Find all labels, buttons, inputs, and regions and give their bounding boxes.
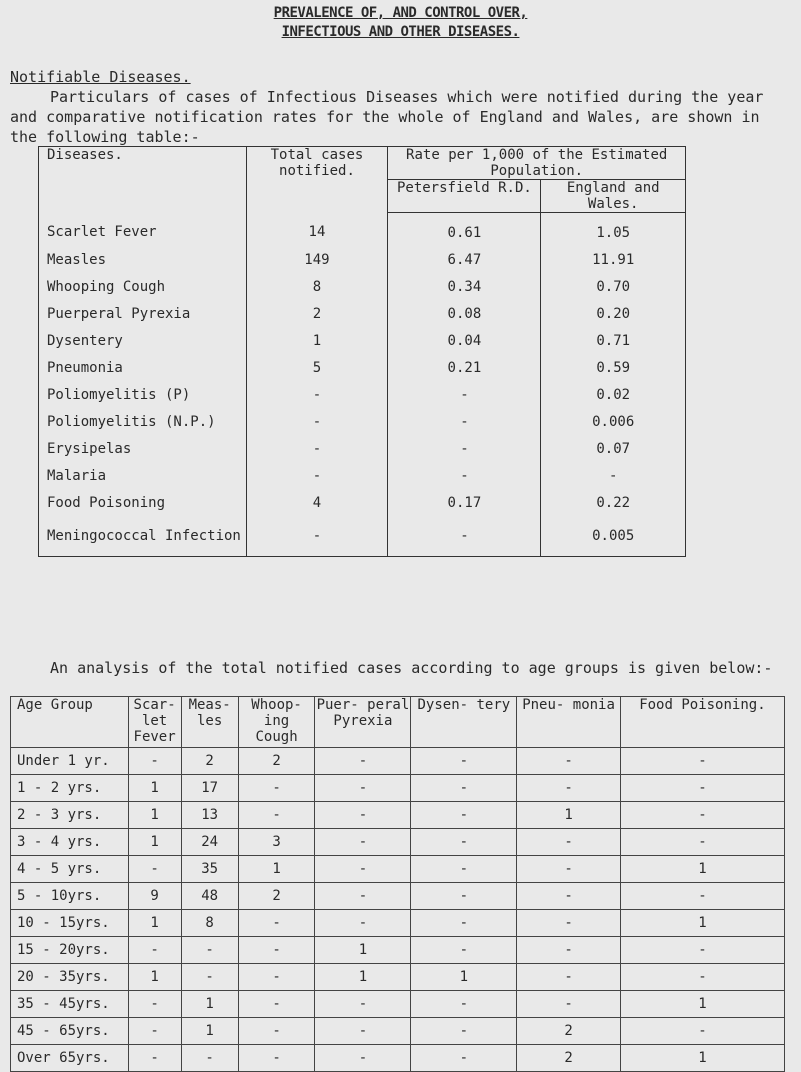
age-header-2: Meas- les (181, 697, 238, 748)
age-cell: 5 - 10yrs. (11, 883, 129, 910)
table-row (39, 327, 686, 354)
table-row (39, 381, 686, 408)
age-cell: 1 (128, 910, 181, 937)
age-cell: 1 (411, 964, 517, 991)
cell-pet: - (388, 381, 541, 408)
age-cell: 1 (620, 991, 784, 1018)
age-cell: - (517, 991, 621, 1018)
age-header-0: Age Group (11, 697, 129, 748)
page-heading-line2: INFECTIOUS AND OTHER DISEASES. (281, 24, 520, 40)
age-cell: - (315, 910, 411, 937)
cell-pet: 0.08 (388, 300, 541, 327)
header-england: England and Wales. (541, 180, 686, 213)
age-cell: - (411, 1018, 517, 1045)
age-cell: - (128, 937, 181, 964)
table-row (11, 856, 785, 883)
age-cell: - (238, 910, 315, 937)
age-cell: 1 - 2 yrs. (11, 775, 129, 802)
age-cell: - (315, 802, 411, 829)
age-cell: - (411, 748, 517, 775)
table-row (11, 937, 785, 964)
cell-eng: 0.59 (541, 354, 686, 381)
age-cell: - (411, 883, 517, 910)
cell-pet: 0.61 (388, 213, 541, 247)
cell-disease: Malaria (39, 462, 247, 489)
cell-pet: - (388, 408, 541, 435)
age-cell: - (620, 829, 784, 856)
table-row (11, 775, 785, 802)
page-heading-line1: PREVALENCE OF, AND CONTROL OVER, (273, 5, 528, 21)
age-cell: - (128, 856, 181, 883)
analysis-text: An analysis of the total notified cases according to age groups is given below:- (50, 659, 773, 677)
cell-eng: 11.91 (541, 246, 686, 273)
table-row (39, 408, 686, 435)
cell-disease: Measles (39, 246, 247, 273)
age-cell: - (620, 937, 784, 964)
age-cell: - (238, 1045, 315, 1072)
age-cell: 45 - 65yrs. (11, 1018, 129, 1045)
age-cell: 1 (181, 1018, 238, 1045)
age-cell: 2 (517, 1045, 621, 1072)
table-row (39, 462, 686, 489)
cell-disease: Food Poisoning (39, 489, 247, 516)
table-row (11, 1045, 785, 1072)
age-header-1: Scar- let Fever (128, 697, 181, 748)
cell-eng: 1.05 (541, 213, 686, 247)
age-cell: - (238, 802, 315, 829)
age-cell: - (411, 937, 517, 964)
age-cell: 1 (128, 964, 181, 991)
header-petersfield: Petersfield R.D. (388, 180, 541, 213)
age-cell: 3 (238, 829, 315, 856)
age-header-6: Pneu- monia (517, 697, 621, 748)
age-cell: 20 - 35yrs. (11, 964, 129, 991)
header-diseases: Diseases. (39, 147, 247, 213)
notifications-table (38, 146, 686, 557)
cell-pet: 0.17 (388, 489, 541, 516)
analysis-paragraph (10, 658, 795, 678)
age-cell: - (620, 802, 784, 829)
age-cell: 2 (238, 748, 315, 775)
age-cell: 35 (181, 856, 238, 883)
intro-paragraph (10, 87, 795, 147)
cell-total: - (246, 408, 388, 435)
age-cell: - (411, 991, 517, 1018)
cell-pet: - (388, 435, 541, 462)
age-cell: 1 (128, 829, 181, 856)
cell-total: - (246, 516, 388, 557)
cell-disease: Poliomyelitis (P) (39, 381, 247, 408)
age-cell: 2 - 3 yrs. (11, 802, 129, 829)
cell-disease: Whooping Cough (39, 273, 247, 300)
cell-pet: - (388, 516, 541, 557)
age-cell: - (411, 1045, 517, 1072)
age-cell: - (128, 748, 181, 775)
table-row (39, 354, 686, 381)
table-row (39, 300, 686, 327)
table-row (39, 435, 686, 462)
cell-eng: 0.006 (541, 408, 686, 435)
cell-eng: 0.71 (541, 327, 686, 354)
table-row (39, 489, 686, 516)
table-row (11, 910, 785, 937)
cell-pet: - (388, 462, 541, 489)
age-cell: 15 - 20yrs. (11, 937, 129, 964)
age-cell: 8 (181, 910, 238, 937)
age-cell: - (620, 964, 784, 991)
cell-eng: 0.20 (541, 300, 686, 327)
age-cell: 3 - 4 yrs. (11, 829, 129, 856)
age-cell: - (411, 829, 517, 856)
age-cell: - (128, 991, 181, 1018)
cell-disease: Scarlet Fever (39, 213, 247, 247)
age-cell: - (620, 748, 784, 775)
age-cell: - (315, 1018, 411, 1045)
age-cell: 1 (181, 991, 238, 1018)
age-cell: - (517, 829, 621, 856)
cell-total: 2 (246, 300, 388, 327)
cell-eng: 0.70 (541, 273, 686, 300)
cell-eng: 0.02 (541, 381, 686, 408)
table-row (39, 213, 686, 247)
age-cell: - (411, 856, 517, 883)
age-cell: - (181, 1045, 238, 1072)
cell-pet: 0.21 (388, 354, 541, 381)
cell-eng: 0.005 (541, 516, 686, 557)
age-cell: - (238, 937, 315, 964)
age-cell: - (620, 775, 784, 802)
age-cell: 2 (238, 883, 315, 910)
age-cell: 24 (181, 829, 238, 856)
age-cell: 17 (181, 775, 238, 802)
age-cell: - (128, 1045, 181, 1072)
table-row (11, 991, 785, 1018)
age-cell: - (181, 937, 238, 964)
cell-pet: 0.34 (388, 273, 541, 300)
age-cell: - (517, 937, 621, 964)
age-cell: - (517, 964, 621, 991)
table-row (39, 516, 686, 557)
age-cell: 9 (128, 883, 181, 910)
age-header-7: Food Poisoning. (620, 697, 784, 748)
cell-pet: 0.04 (388, 327, 541, 354)
intro-text: Particulars of cases of Infectious Diseases which were notified during the year and comparative notification rates for the whole of England and Wales, are shown in the following table:- (10, 88, 764, 146)
age-cell: - (238, 1018, 315, 1045)
table-row (11, 883, 785, 910)
age-header-3: Whoop- ing Cough (238, 697, 315, 748)
age-cell: 1 (620, 910, 784, 937)
age-cell: - (315, 856, 411, 883)
age-cell: - (238, 775, 315, 802)
age-cell: - (315, 1045, 411, 1072)
age-group-table (10, 696, 785, 1072)
age-cell: 13 (181, 802, 238, 829)
age-cell: - (128, 1018, 181, 1045)
cell-total: 1 (246, 327, 388, 354)
age-cell: - (315, 991, 411, 1018)
age-cell: 1 (620, 856, 784, 883)
age-cell: 1 (315, 937, 411, 964)
age-cell: - (315, 775, 411, 802)
table-row (39, 273, 686, 300)
age-cell: - (315, 883, 411, 910)
age-cell: - (315, 829, 411, 856)
cell-total: - (246, 435, 388, 462)
cell-disease: Poliomyelitis (N.P.) (39, 408, 247, 435)
age-cell: - (620, 1018, 784, 1045)
age-cell: 2 (181, 748, 238, 775)
age-header-4: Puer- peral Pyrexia (315, 697, 411, 748)
cell-total: - (246, 462, 388, 489)
cell-eng: 0.22 (541, 489, 686, 516)
cell-total: - (246, 381, 388, 408)
cell-total: 8 (246, 273, 388, 300)
section-title: Notifiable Diseases. (10, 68, 191, 86)
age-cell: - (517, 775, 621, 802)
age-cell: 1 (620, 1045, 784, 1072)
cell-total: 14 (246, 213, 388, 247)
age-cell: 1 (128, 775, 181, 802)
age-cell: Over 65yrs. (11, 1045, 129, 1072)
age-cell: 1 (517, 802, 621, 829)
header-total: Total cases notified. (246, 147, 388, 213)
age-cell: - (517, 910, 621, 937)
age-cell: - (315, 748, 411, 775)
cell-eng: - (541, 462, 686, 489)
age-cell: - (411, 802, 517, 829)
age-cell: - (517, 856, 621, 883)
cell-disease: Meningococcal Infection (39, 516, 247, 557)
table-row (11, 1018, 785, 1045)
age-cell: - (181, 964, 238, 991)
table-row (11, 748, 785, 775)
age-cell: - (411, 910, 517, 937)
age-cell: 10 - 15yrs. (11, 910, 129, 937)
age-cell: - (411, 775, 517, 802)
age-cell: 1 (128, 802, 181, 829)
cell-disease: Pneumonia (39, 354, 247, 381)
age-cell: - (238, 964, 315, 991)
cell-disease: Puerperal Pyrexia (39, 300, 247, 327)
age-cell: 2 (517, 1018, 621, 1045)
cell-total: 149 (246, 246, 388, 273)
header-rate: Rate per 1,000 of the Estimated Population. (388, 147, 686, 180)
age-cell: 35 - 45yrs. (11, 991, 129, 1018)
age-cell: - (620, 883, 784, 910)
age-cell: 48 (181, 883, 238, 910)
age-cell: 1 (315, 964, 411, 991)
cell-eng: 0.07 (541, 435, 686, 462)
age-cell: - (517, 883, 621, 910)
table-row (11, 829, 785, 856)
cell-disease: Erysipelas (39, 435, 247, 462)
table-row (11, 964, 785, 991)
cell-total: 5 (246, 354, 388, 381)
cell-disease: Dysentery (39, 327, 247, 354)
age-cell: - (517, 748, 621, 775)
age-header-5: Dysen- tery (411, 697, 517, 748)
age-cell: - (238, 991, 315, 1018)
table-row (11, 802, 785, 829)
age-cell: 1 (238, 856, 315, 883)
age-cell: Under 1 yr. (11, 748, 129, 775)
table-row (39, 246, 686, 273)
cell-total: 4 (246, 489, 388, 516)
age-cell: 4 - 5 yrs. (11, 856, 129, 883)
cell-pet: 6.47 (388, 246, 541, 273)
